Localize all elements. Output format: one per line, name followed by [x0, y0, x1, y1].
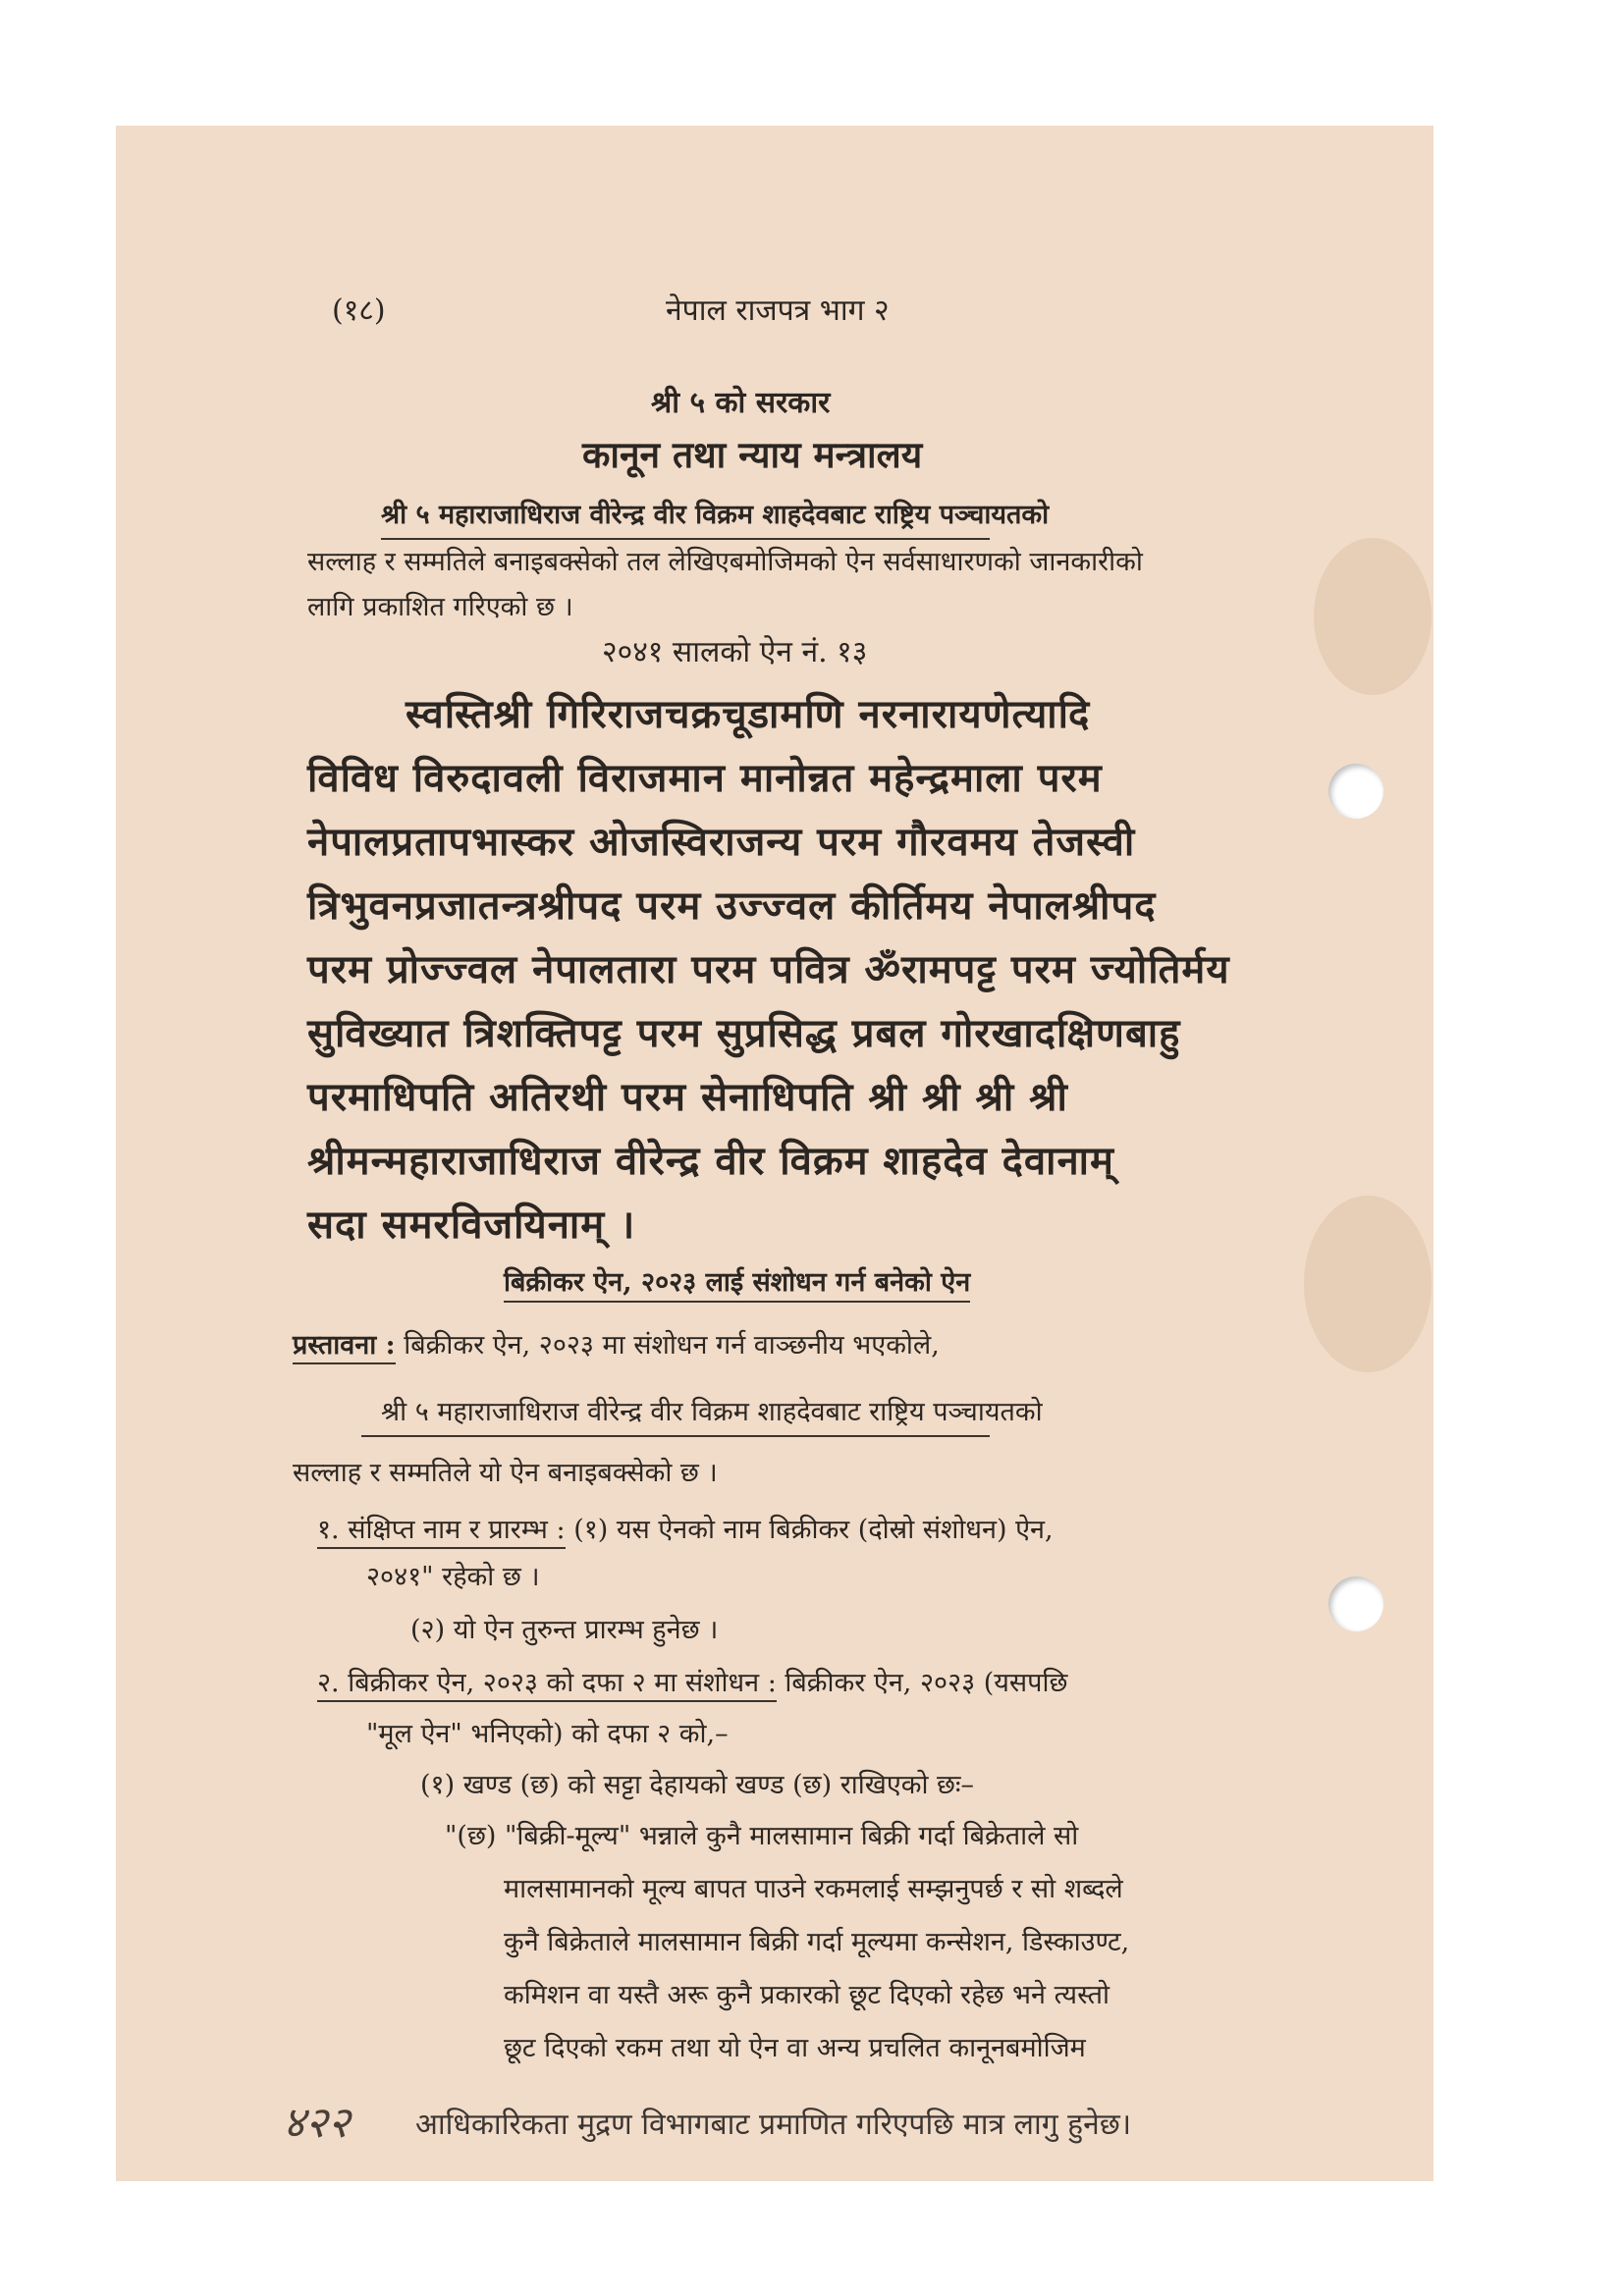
section-1-text-cont: २०४१" रहेको छ । [366, 1562, 540, 1592]
intro-line-2: सल्लाह र सम्मतिले बनाइबक्सेको तल लेखिएबमोजिमको ऐन सर्वसाधारणको जानकारीको [307, 547, 1143, 577]
section-1-text: (१) यस ऐनको नाम बिक्रीकर (दोस्रो संशोधन) ऐन, [573, 1515, 1054, 1545]
gazette-page [116, 126, 1434, 2181]
punch-hole [1328, 1576, 1383, 1631]
punch-hole [1328, 764, 1383, 819]
gazette-title: नेपाल राजपत्र भाग २ [666, 294, 890, 328]
quote-line-5: छूट दिएको रकम तथा यो ऐन वा अन्य प्रचलित कानूनबमोजिम [504, 2033, 1086, 2063]
page-number: (१८) [332, 294, 386, 328]
intro-line-1: श्री ५ महाराजाधिराज वीरेन्द्र वीर विक्रम शाहदेवबाट राष्ट्रिय पञ्चायतको [381, 500, 1050, 530]
preamble-label: प्रस्तावना : [293, 1330, 396, 1364]
intro-underline [381, 538, 990, 540]
ministry-heading: कानून तथा न्याय मन्त्रालय [582, 433, 923, 476]
paper-stain [1314, 538, 1432, 695]
enactment-line-1: श्री ५ महाराजाधिराज वीरेन्द्र वीर विक्रम शाहदेवबाट राष्ट्रिय पञ्चायतको [381, 1397, 1043, 1427]
section-1-sub-2: (२) यो ऐन तुरुन्त प्रारम्भ हुनेछ । [410, 1615, 719, 1645]
government-heading: श्री ५ को सरकार [651, 386, 831, 420]
royal-title-line-2: विविध विरुदावली विराजमान मानोन्नत महेन्द्रमाला परम [307, 755, 1103, 801]
quote-line-1: "(छ) "बिक्री-मूल्य" भन्नाले कुनै मालसामान बिक्री गर्दा बिक्रेताले सो [445, 1821, 1079, 1851]
preamble-text: बिक्रीकर ऐन, २०२३ मा संशोधन गर्न वाञ्छनीय भएकोले, [404, 1330, 940, 1361]
act-number: २०४१ सालको ऐन नं. १३ [602, 635, 868, 669]
royal-title-line-4: त्रिभुवनप्रजातन्त्रश्रीपद परम उज्ज्वल कीर्तिमय नेपालश्रीपद [307, 882, 1157, 929]
enactment-line-2: सल्लाह र सम्मतिले यो ऐन बनाइबक्सेको छ । [293, 1458, 718, 1488]
act-title: बिक्रीकर ऐन, २०२३ लाई संशोधन गर्न बनेको ऐन [504, 1262, 970, 1303]
preamble [293, 1325, 940, 1362]
royal-title-line-8: श्रीमन्महाराजाधिराज वीरेन्द्र वीर विक्रम शाहदेव देवानाम् [307, 1138, 1114, 1184]
royal-title-line-5: परम प्रोज्ज्वल नेपालतारा परम पवित्र ॐरामपट्ट परम ज्योतिर्मय [307, 946, 1230, 992]
paper-stain [1304, 1196, 1432, 1372]
enactment-underline [361, 1435, 990, 1437]
section-1 [317, 1510, 1054, 1546]
section-2-heading: २. बिक्रीकर ऐन, २०२३ को दफा २ मा संशोधन : [317, 1668, 777, 1702]
royal-title-line-7: परमाधिपति अतिरथी परम सेनाधिपति श्री श्री श्री श्री [307, 1074, 1068, 1120]
quote-line-3: कुनै बिक्रेताले मालसामान बिक्री गर्दा मूल्यमा कन्सेशन, डिस्काउण्ट, [504, 1927, 1130, 1957]
section-2-text-cont: "मूल ऐन" भनिएको) को दफा २ को,– [366, 1719, 729, 1749]
certification-note: आधिकारिकता मुद्रण विभागबाट प्रमाणित गरिएपछि मात्र लागु हुनेछ। [415, 2108, 1132, 2142]
section-2 [317, 1663, 1067, 1699]
handwritten-page-number: ४२२ [283, 2098, 351, 2148]
section-2-sub-1: (१) खण्ड (छ) को सट्टा देहायको खण्ड (छ) राखिएको छः– [420, 1770, 974, 1800]
royal-title-line-9: सदा समरविजयिनाम् । [307, 1201, 636, 1248]
quote-line-4: कमिशन वा यस्तै अरू कुनै प्रकारको छूट दिएको रहेछ भने त्यस्तो [504, 1980, 1110, 2010]
royal-title-line-3: नेपालप्रतापभास्कर ओजस्विराजन्य परम गौरवमय तेजस्वी [307, 819, 1136, 865]
intro-line-3: लागि प्रकाशित गरिएको छ । [307, 592, 573, 622]
royal-title-line-1: स्वस्तिश्री गिरिराजचक्रचूडामणि नरनारायणेत्यादि [406, 691, 1091, 737]
quote-line-2: मालसामानको मूल्य बापत पाउने रकमलाई सम्झनुपर्छ र सो शब्दले [504, 1874, 1123, 1904]
section-1-heading: १. संक्षिप्त नाम र प्रारम्भ : [317, 1515, 566, 1549]
royal-title-line-6: सुविख्यात त्रिशक्तिपट्ट परम सुप्रसिद्ध प्रबल गोरखादक्षिणबाहु [307, 1010, 1181, 1056]
section-2-text: बिक्रीकर ऐन, २०२३ (यसपछि [785, 1668, 1068, 1698]
